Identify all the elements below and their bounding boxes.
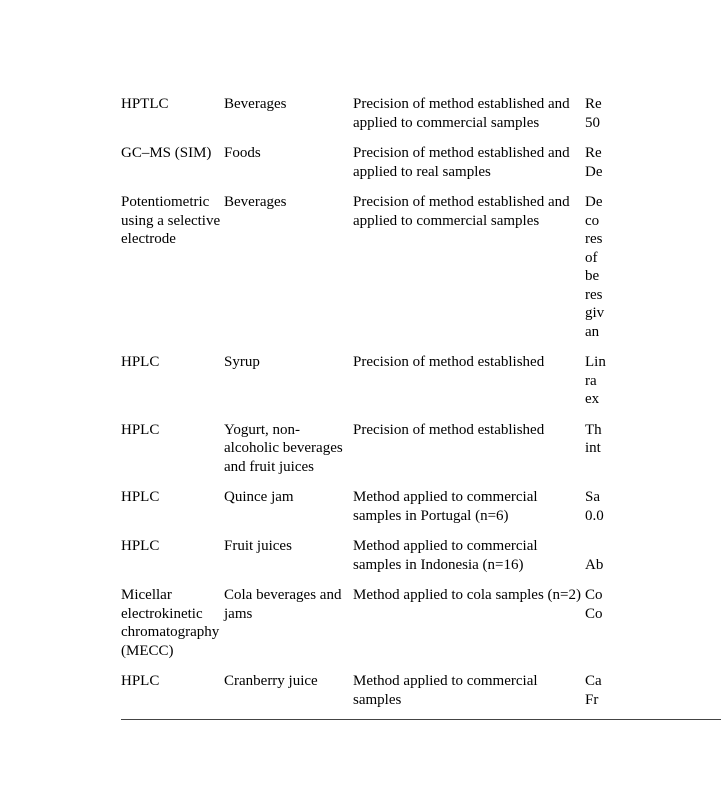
matrix-cell: Yogurt, non-alcoholic beverages and fruit juices — [224, 421, 343, 475]
table-row — [121, 537, 721, 586]
matrix-cell: Fruit juices — [224, 538, 292, 554]
technique-cell: HPLC — [121, 421, 160, 438]
technique-cell: GC–MS (SIM) — [121, 145, 212, 161]
matrix-cell: Cranberry juice — [224, 672, 353, 720]
validation-cell: Method applied to commercial samples in Portugal (n=6) — [353, 489, 538, 524]
validation-cell: Precision of method established — [353, 354, 545, 370]
table-row — [121, 488, 721, 537]
matrix-cell: Beverages — [224, 96, 287, 112]
validation-cell: Precision of method established and applied to real samples — [353, 145, 570, 180]
matrix-cell: Beverages — [224, 194, 287, 210]
technique-cell: Potentiometric using a selective electrode — [121, 194, 221, 247]
validation-cell: Precision of method established and applied to commercial samples — [353, 96, 570, 131]
remarks-cell: Co Co — [585, 587, 603, 622]
technique-cell: HPLC — [121, 354, 160, 370]
table-row — [121, 672, 721, 720]
matrix-cell: Cola beverages and jams — [224, 587, 342, 622]
table-row — [121, 193, 721, 353]
remarks-cell: Re 50 — [585, 96, 602, 131]
technique-cell: HPLC — [121, 489, 160, 505]
remarks-cell: Ab — [585, 556, 604, 573]
remarks-cell: De co res of be res giv an — [585, 194, 605, 340]
remarks-cell: Re De — [585, 145, 603, 180]
validation-cell: Method applied to commercial samples in Indonesia (n=16) — [353, 538, 538, 573]
table-row — [121, 95, 721, 144]
table-row — [121, 421, 721, 489]
remarks-cell: Lin ra ex — [585, 354, 606, 407]
table-row — [121, 586, 721, 672]
remarks-cell: Ca Fr — [585, 672, 721, 720]
validation-cell: Method applied to cola samples (n=2) — [353, 587, 581, 603]
validation-cell: Precision of method established and applied to commercial samples — [353, 194, 570, 229]
technique-cell: HPLC — [121, 538, 160, 554]
matrix-cell: Syrup — [224, 354, 260, 370]
table-row — [121, 353, 721, 421]
validation-cell: Method applied to commercial samples — [353, 672, 585, 720]
remarks-cell: Sa 0.0 — [585, 489, 604, 524]
technique-cell: HPTLC — [121, 96, 169, 112]
matrix-cell: Quince jam — [224, 489, 294, 505]
matrix-cell: Foods — [224, 145, 261, 161]
validation-cell: Precision of method established — [353, 421, 545, 438]
remarks-cell: Th int — [585, 421, 602, 456]
technique-cell: HPLC — [121, 672, 224, 720]
table-row — [121, 144, 721, 193]
technique-cell: Micellar electrokinetic chromatography (MECC) — [121, 587, 220, 659]
methods-table — [121, 95, 721, 720]
